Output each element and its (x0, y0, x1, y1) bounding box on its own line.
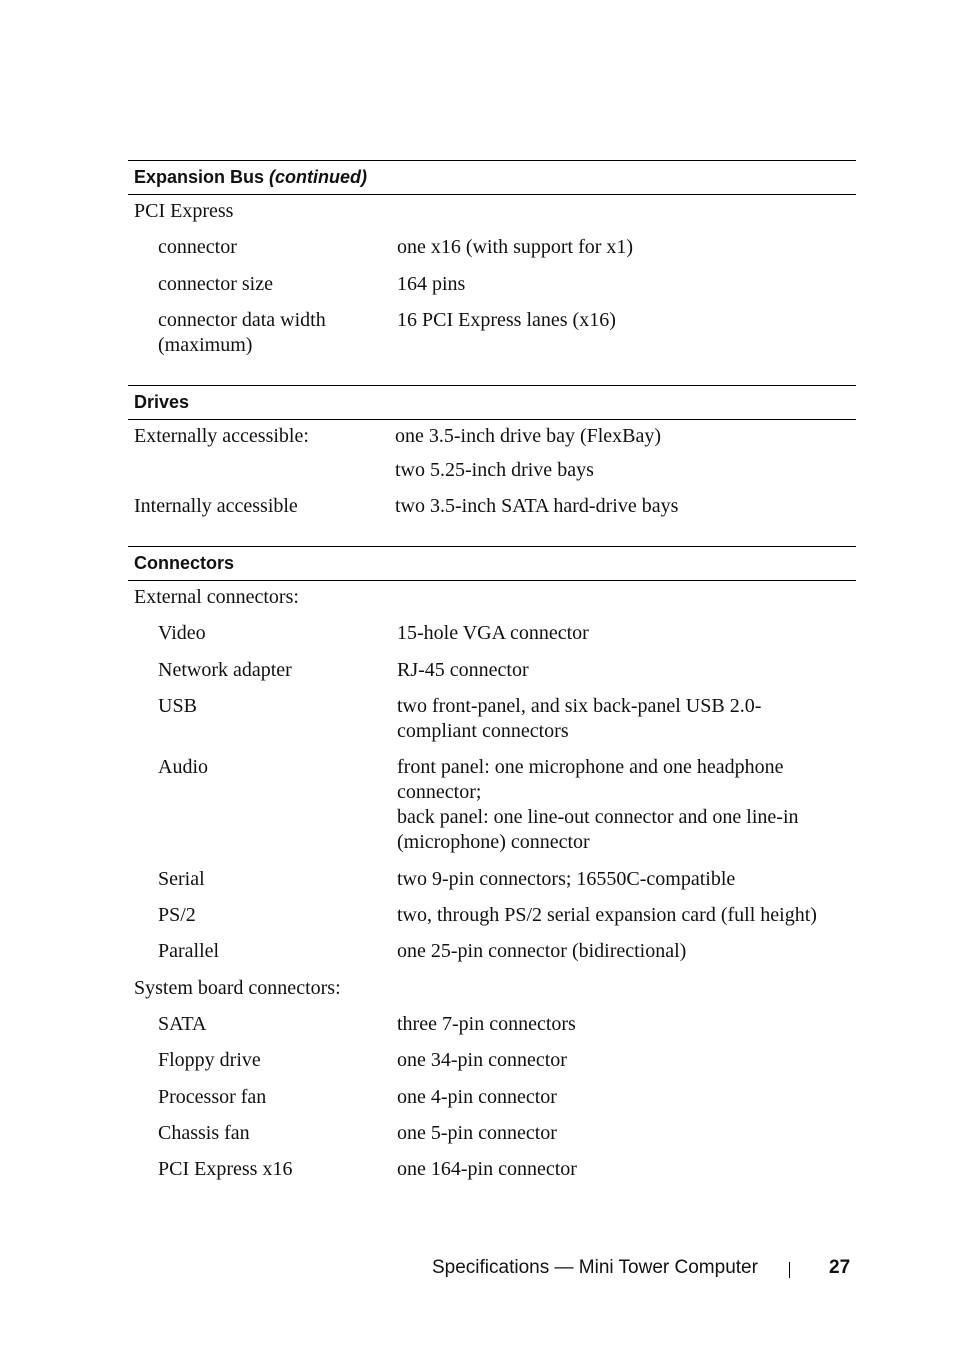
spec-label: Internally accessible (134, 495, 298, 517)
connectors-section (128, 546, 856, 1201)
spec-value: one 164-pin connector (397, 1158, 577, 1180)
footer-divider (789, 1262, 790, 1278)
footer-title: Specifications — Mini Tower Computer (432, 1257, 758, 1278)
spec-label: Externally accessible: (134, 425, 309, 447)
drives-section (128, 385, 856, 545)
section-heading: Drives (128, 385, 856, 420)
spec-value: one x16 (with support for x1) (397, 236, 634, 258)
spec-value: three 7-pin connectors (397, 1013, 576, 1035)
spec-label: PCI Express x16 (158, 1158, 293, 1180)
section-heading: Connectors (128, 546, 856, 581)
spec-value (397, 755, 837, 855)
spec-value: RJ-45 connector (397, 659, 529, 681)
spec-value-line: front panel: one microphone and one headphone connector; (397, 756, 784, 803)
heading-continued: (continued) (269, 167, 368, 187)
spec-value: two 9-pin connectors; 16550C-compatible (397, 868, 736, 890)
expansion-bus-section (128, 160, 856, 385)
group-label-external: External connectors: (134, 586, 299, 608)
spec-label: Parallel (158, 940, 220, 962)
spec-label: Video (158, 622, 206, 644)
spec-label: Floppy drive (158, 1049, 261, 1071)
spec-label: connector (158, 236, 237, 258)
spec-value: two 5.25-inch drive bays (395, 459, 594, 481)
spec-value: 164 pins (397, 273, 466, 295)
spec-label: Serial (158, 868, 205, 890)
spec-value: two, through PS/2 serial expansion card (full height) (397, 904, 817, 926)
section-heading (128, 160, 856, 195)
spec-value: one 34-pin connector (397, 1049, 567, 1071)
spec-label: Chassis fan (158, 1122, 250, 1144)
page-number: 27 (829, 1257, 851, 1278)
spec-label: Audio (158, 756, 208, 778)
spec-label: USB (158, 695, 197, 717)
group-label-system-board: System board connectors: (134, 977, 341, 999)
spec-label: connector size (158, 273, 273, 295)
spec-value: 15-hole VGA connector (397, 622, 589, 644)
spec-value: two 3.5-inch SATA hard-drive bays (395, 495, 679, 517)
spec-value: one 4-pin connector (397, 1086, 557, 1108)
spec-label: SATA (158, 1013, 207, 1035)
heading-text: Expansion Bus (134, 167, 265, 187)
spec-value: 16 PCI Express lanes (x16) (397, 309, 616, 331)
spec-value-line: back panel: one line-out connector and one line-in (microphone) connector (397, 806, 799, 853)
spec-value: one 3.5-inch drive bay (FlexBay) (395, 425, 662, 447)
spec-label: connector data width (maximum) (158, 309, 326, 356)
spec-label: Network adapter (158, 659, 292, 681)
spec-value: two front-panel, and six back-panel USB 2.0-compliant connectors (397, 695, 762, 742)
spec-label: PS/2 (158, 904, 196, 926)
spec-value: one 25-pin connector (bidirectional) (397, 940, 687, 962)
spec-value: one 5-pin connector (397, 1122, 557, 1144)
spec-label: Processor fan (158, 1086, 267, 1108)
group-label-pci-express: PCI Express (134, 200, 234, 222)
